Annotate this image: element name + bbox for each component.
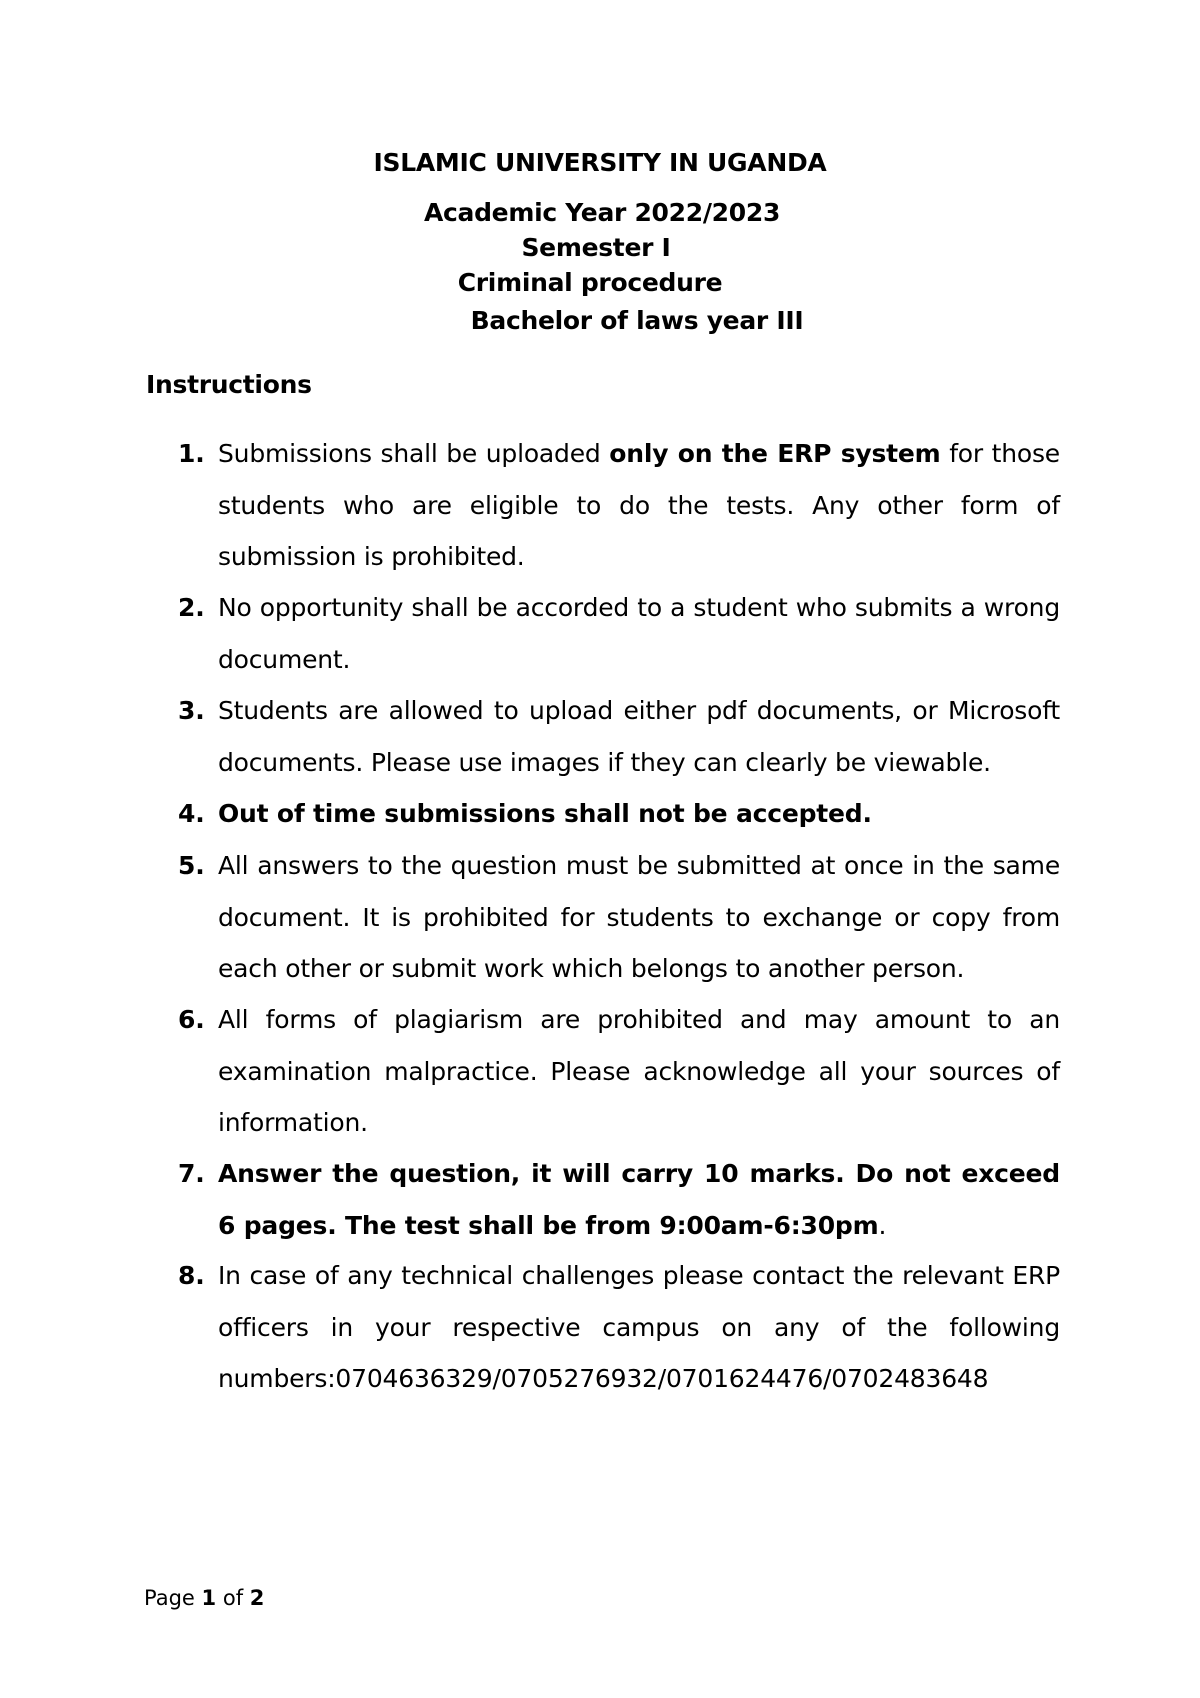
instruction-number: 2. xyxy=(178,593,205,622)
instruction-item-6 xyxy=(178,994,1060,1149)
instruction-text: In case of any technical challenges please contact the relevant ERP officers in your respective campus on any of the following numbers:0704636329/0705276932/0701624476/0702483648 xyxy=(218,1261,1060,1393)
instruction-text: No opportunity shall be accorded to a student who submits a wrong document. xyxy=(218,593,1060,674)
course-title: Criminal procedure xyxy=(457,268,723,297)
total-pages: 2 xyxy=(249,1586,265,1610)
instruction-item-5 xyxy=(178,840,1060,995)
instruction-item-1 xyxy=(178,428,1060,583)
programme: Bachelor of laws year III xyxy=(470,306,804,335)
instruction-number: 5. xyxy=(178,851,205,880)
university-name: ISLAMIC UNIVERSITY IN UGANDA xyxy=(373,148,827,177)
instruction-number: 3. xyxy=(178,696,205,725)
current-page: 1 xyxy=(201,1586,217,1610)
instruction-text: All answers to the question must be submitted at once in the same document. It is prohibited for students to exchange or copy from each other or submit work which belongs to another person. xyxy=(218,851,1060,983)
instruction-text: . xyxy=(878,1210,887,1240)
academic-year: Academic Year 2022/2023 xyxy=(423,198,781,227)
instruction-text: Out of time submissions shall not be accepted. xyxy=(218,799,872,828)
instruction-item-8 xyxy=(178,1250,1060,1405)
instruction-number: 6. xyxy=(178,1005,205,1034)
page-label: Page xyxy=(144,1586,195,1610)
instruction-item-2 xyxy=(178,582,1060,685)
instruction-number: 4. xyxy=(178,799,205,828)
instruction-text: for those students who are eligible to do the tests. Any other form of submission is prohibited. xyxy=(218,439,1060,571)
instruction-item-7 xyxy=(178,1148,1060,1251)
instruction-text: Students are allowed to upload either pdf documents, or Microsoft documents. Please use images if they can clearly be viewable. xyxy=(218,696,1060,777)
page-footer xyxy=(144,1586,264,1610)
instruction-item-4 xyxy=(178,788,1060,840)
of-label: of xyxy=(222,1586,244,1610)
instruction-number: 8. xyxy=(178,1261,205,1290)
instructions-heading: Instructions xyxy=(146,370,312,399)
instruction-emphasis: only on the ERP system xyxy=(609,439,941,468)
instruction-number: 7. xyxy=(178,1159,205,1188)
instruction-number: 1. xyxy=(178,439,205,468)
semester: Semester I xyxy=(521,233,671,262)
instruction-text: All forms of plagiarism are prohibited and may amount to an examination malpractice. Please acknowledge all your sources of information. xyxy=(218,1005,1060,1137)
instruction-item-3 xyxy=(178,685,1060,788)
instruction-text: Submissions shall be uploaded xyxy=(218,439,610,468)
instruction-emphasis: Answer the question, it will carry 10 marks. Do not exceed 6 pages. The test shall be from 9:00am-6:30pm xyxy=(218,1159,1060,1240)
